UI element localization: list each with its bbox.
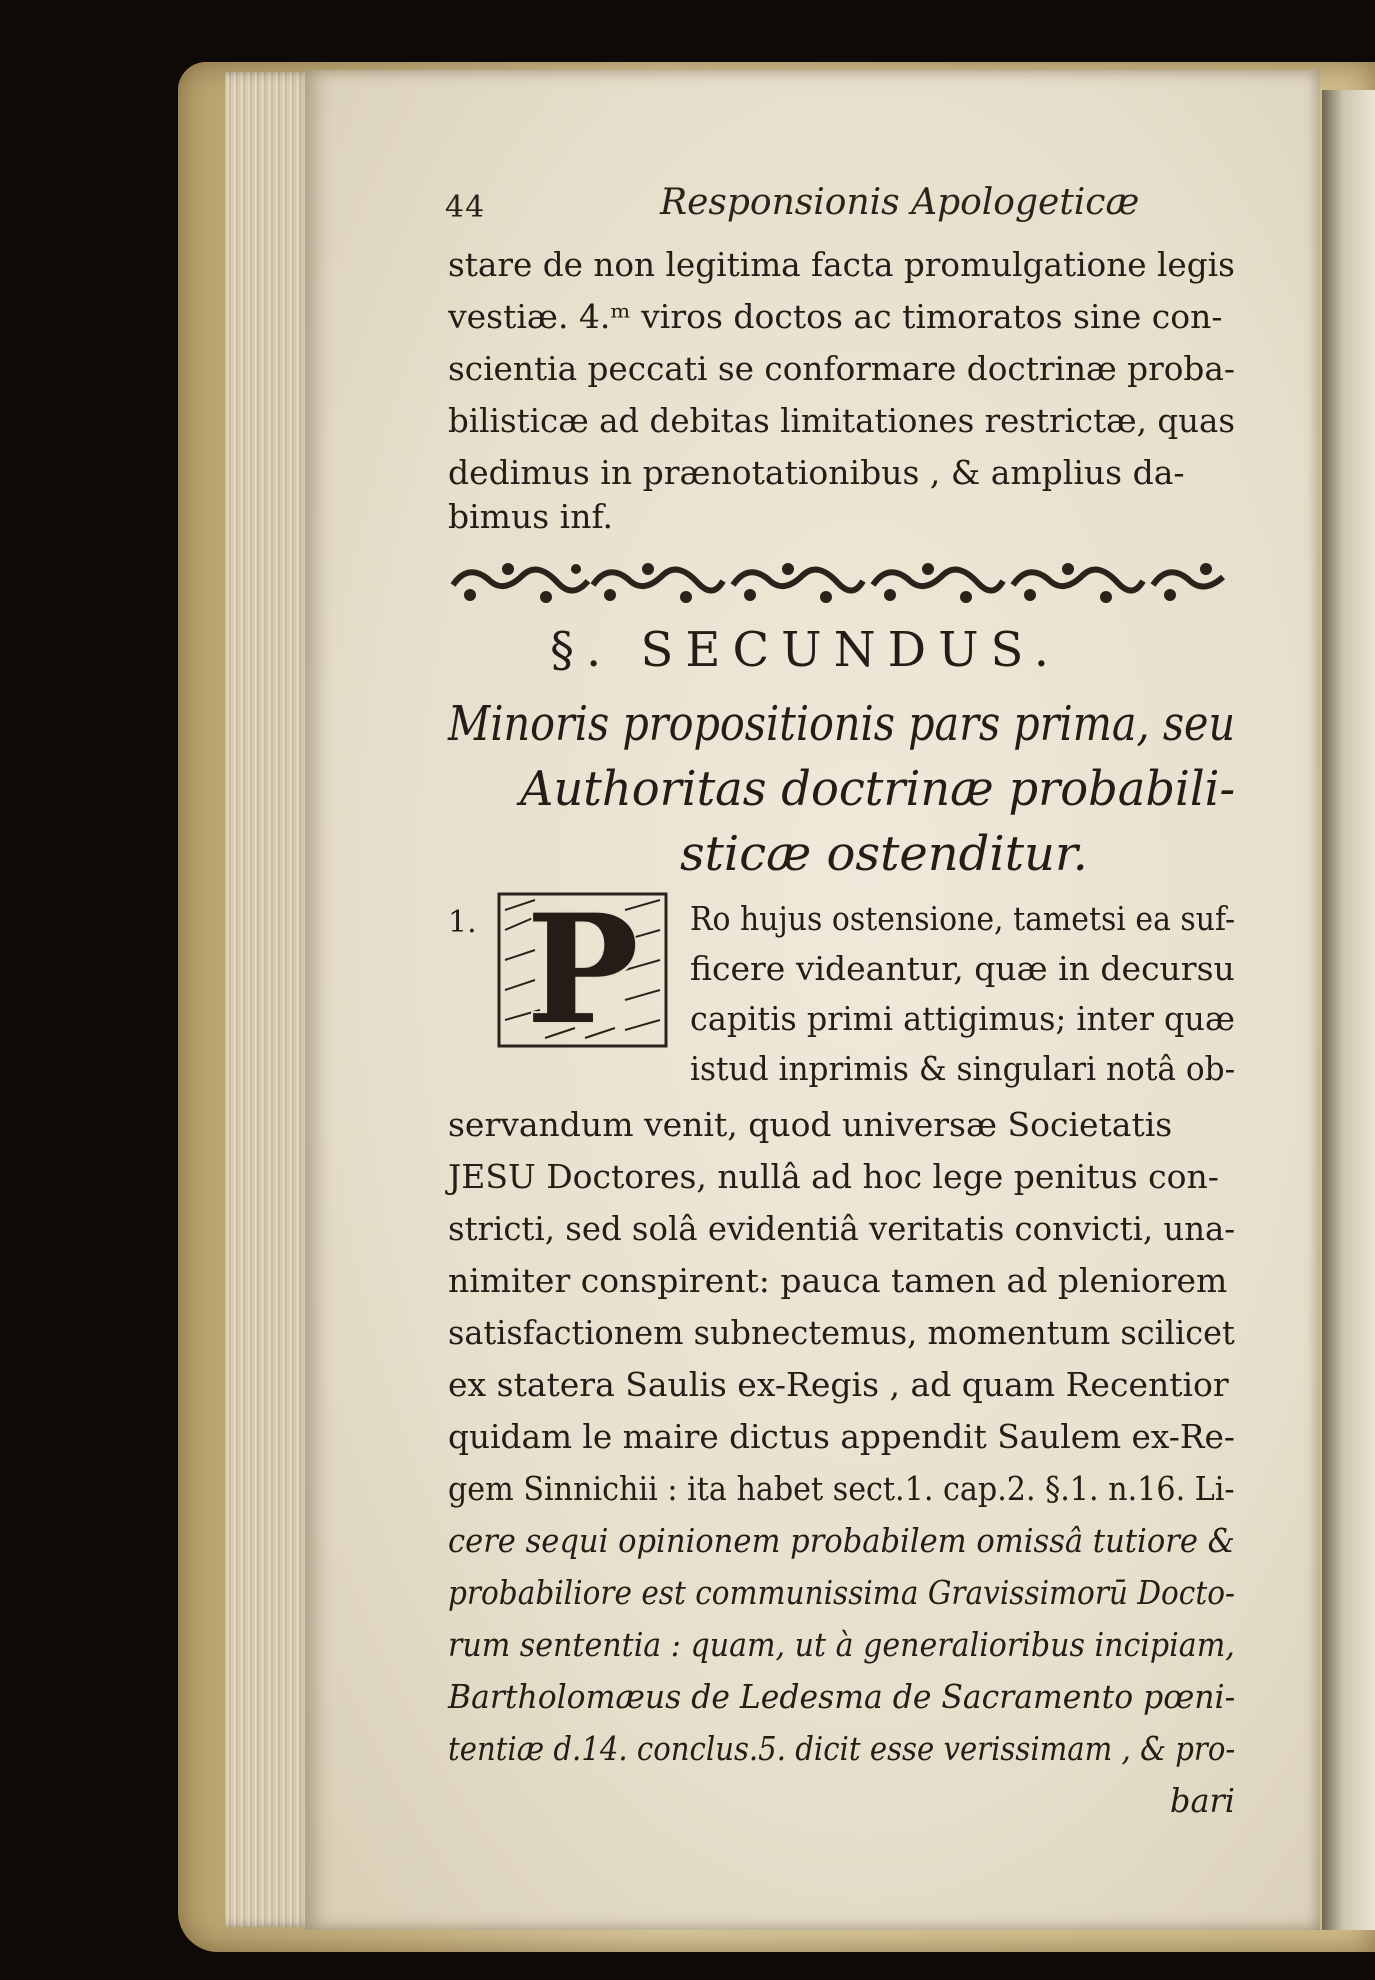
text-line: bilisticæ ad debitas limitationes restrictæ, quas bbox=[448, 401, 1236, 440]
text-line: cere sequi opinionem probabilem omissâ tutiore & bbox=[448, 1521, 1235, 1560]
text-line: probabiliore est communissima Gravissimorū Docto- bbox=[448, 1573, 1235, 1612]
text-line: nimiter conspirent: pauca tamen ad pleniorem bbox=[448, 1261, 1228, 1300]
text-line: JESU Doctores, nullâ ad hoc lege penitus con- bbox=[448, 1157, 1219, 1196]
text-line: capitis primi attigimus; inter quæ bbox=[690, 999, 1235, 1038]
text-line: satisfactionem subnectemus, momentum scilicet bbox=[448, 1313, 1235, 1352]
text-line: vestiæ. 4.ᵐ viros doctos ac timoratos sine con- bbox=[448, 297, 1223, 336]
text-line: bimus inf. bbox=[448, 497, 613, 536]
page-edges bbox=[225, 72, 315, 1927]
decorated-initial bbox=[495, 882, 670, 1058]
text-line: scientia peccati se conformare doctrinæ proba- bbox=[448, 349, 1235, 388]
section-heading-line: Minoris propositionis pars prima, seu bbox=[448, 696, 1236, 752]
initial-letter: P bbox=[526, 882, 639, 1058]
text-line: gem Sinnichii : ita habet sect.1. cap.2. §.1. n.16. Li- bbox=[448, 1469, 1235, 1508]
text-line: ex statera Saulis ex-Regis , ad quam Recentior bbox=[448, 1365, 1229, 1404]
ornament-band bbox=[448, 555, 1228, 613]
text-line: quidam le maire dictus appendit Saulem ex-Re- bbox=[448, 1417, 1235, 1456]
text-line: rum sententia : quam, ut à generalioribus incipiam, bbox=[448, 1625, 1235, 1664]
text-line: Ro hujus ostensione, tametsi ea suf- bbox=[690, 899, 1236, 938]
text-line: tentiæ d.14. conclus.5. dicit esse verissimam , & pro- bbox=[448, 1729, 1236, 1768]
text-line: stare de non legitima facta promulgatione legis bbox=[448, 245, 1235, 284]
text-line: Bartholomæus de Ledesma de Sacramento pœni- bbox=[448, 1677, 1236, 1716]
text-line: dedimus in prænotationibus , & amplius da- bbox=[448, 453, 1185, 492]
text-line: stricti, sed solâ evidentiâ veritatis convicti, una- bbox=[448, 1209, 1236, 1248]
text-line: ficere videantur, quæ in decursu bbox=[690, 949, 1235, 988]
ornament-vines bbox=[453, 563, 1223, 603]
catchword: bari bbox=[1170, 1781, 1235, 1820]
section-heading-line: sticæ ostenditur. bbox=[680, 826, 1088, 882]
text-line: istud inprimis & singulari notâ ob- bbox=[690, 1049, 1236, 1088]
text-line: servandum venit, quod universæ Societatis bbox=[448, 1105, 1173, 1144]
paragraph-number: 1. bbox=[448, 905, 477, 940]
section-heading-line: Authoritas doctrinæ probabili- bbox=[520, 761, 1236, 817]
page-number: 44 bbox=[445, 190, 486, 225]
facing-page-edge bbox=[1322, 90, 1375, 1930]
section-title: §. SECUNDUS. bbox=[550, 622, 1061, 678]
running-title: Responsionis Apologeticæ bbox=[660, 182, 1140, 223]
